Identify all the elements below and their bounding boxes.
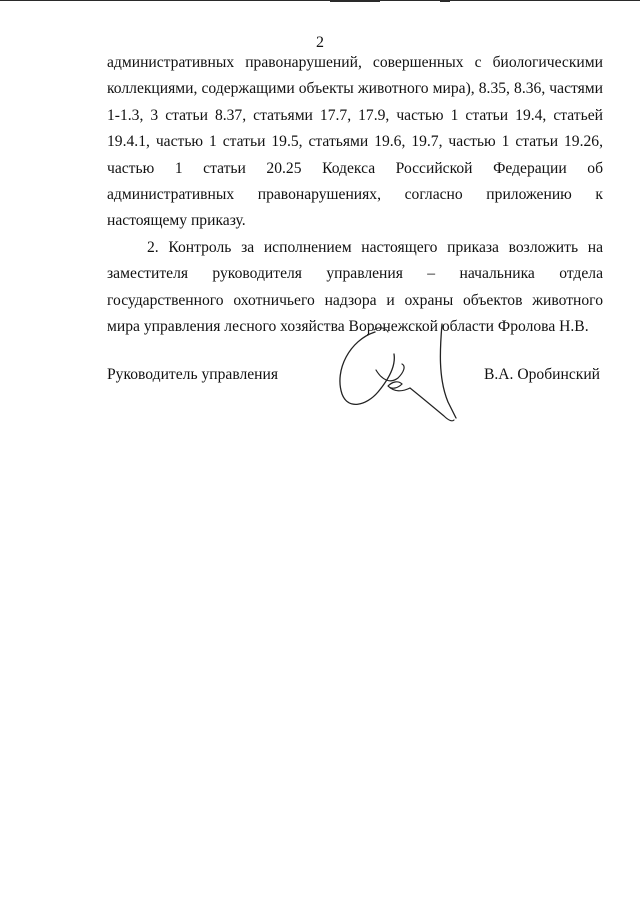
signatory-name: В.А. Оробинский <box>484 366 601 383</box>
document-body <box>107 50 603 340</box>
paragraph-continuation: административных правонарушений, совершенных с биологическими коллекциями, содержащими объекты животного мира), 8.35, 8.36, частями 1-1.3, 3 статьи 8.37, статьями 17.7, 17.9, частью 1 статьи 19.4, статьей 19.4.1, частью 1 статьи 19.5, статьями 19.6, 19.7, частью 1 статьи 19.26, частью 1 статьи 20.25 Кодекса Российской Федерации об административных правонарушениях, согласно приложению к настоящему приказу. <box>107 54 603 230</box>
scan-edge <box>0 0 640 4</box>
handwritten-signature <box>330 318 470 428</box>
scan-artifact <box>330 0 380 2</box>
paragraph-control-clause: 2. Контроль за исполнением настоящего приказа возложить на заместителя руководителя управления – начальника отдела государственного охотничьего надзора и охраны объектов животного мира управления лесного хозяйства Воронежской области Фролова Н.В. <box>107 238 603 336</box>
signatory-position: Руководитель управления <box>107 366 279 383</box>
scan-artifact <box>440 0 450 2</box>
page-number: 2 <box>316 34 324 51</box>
